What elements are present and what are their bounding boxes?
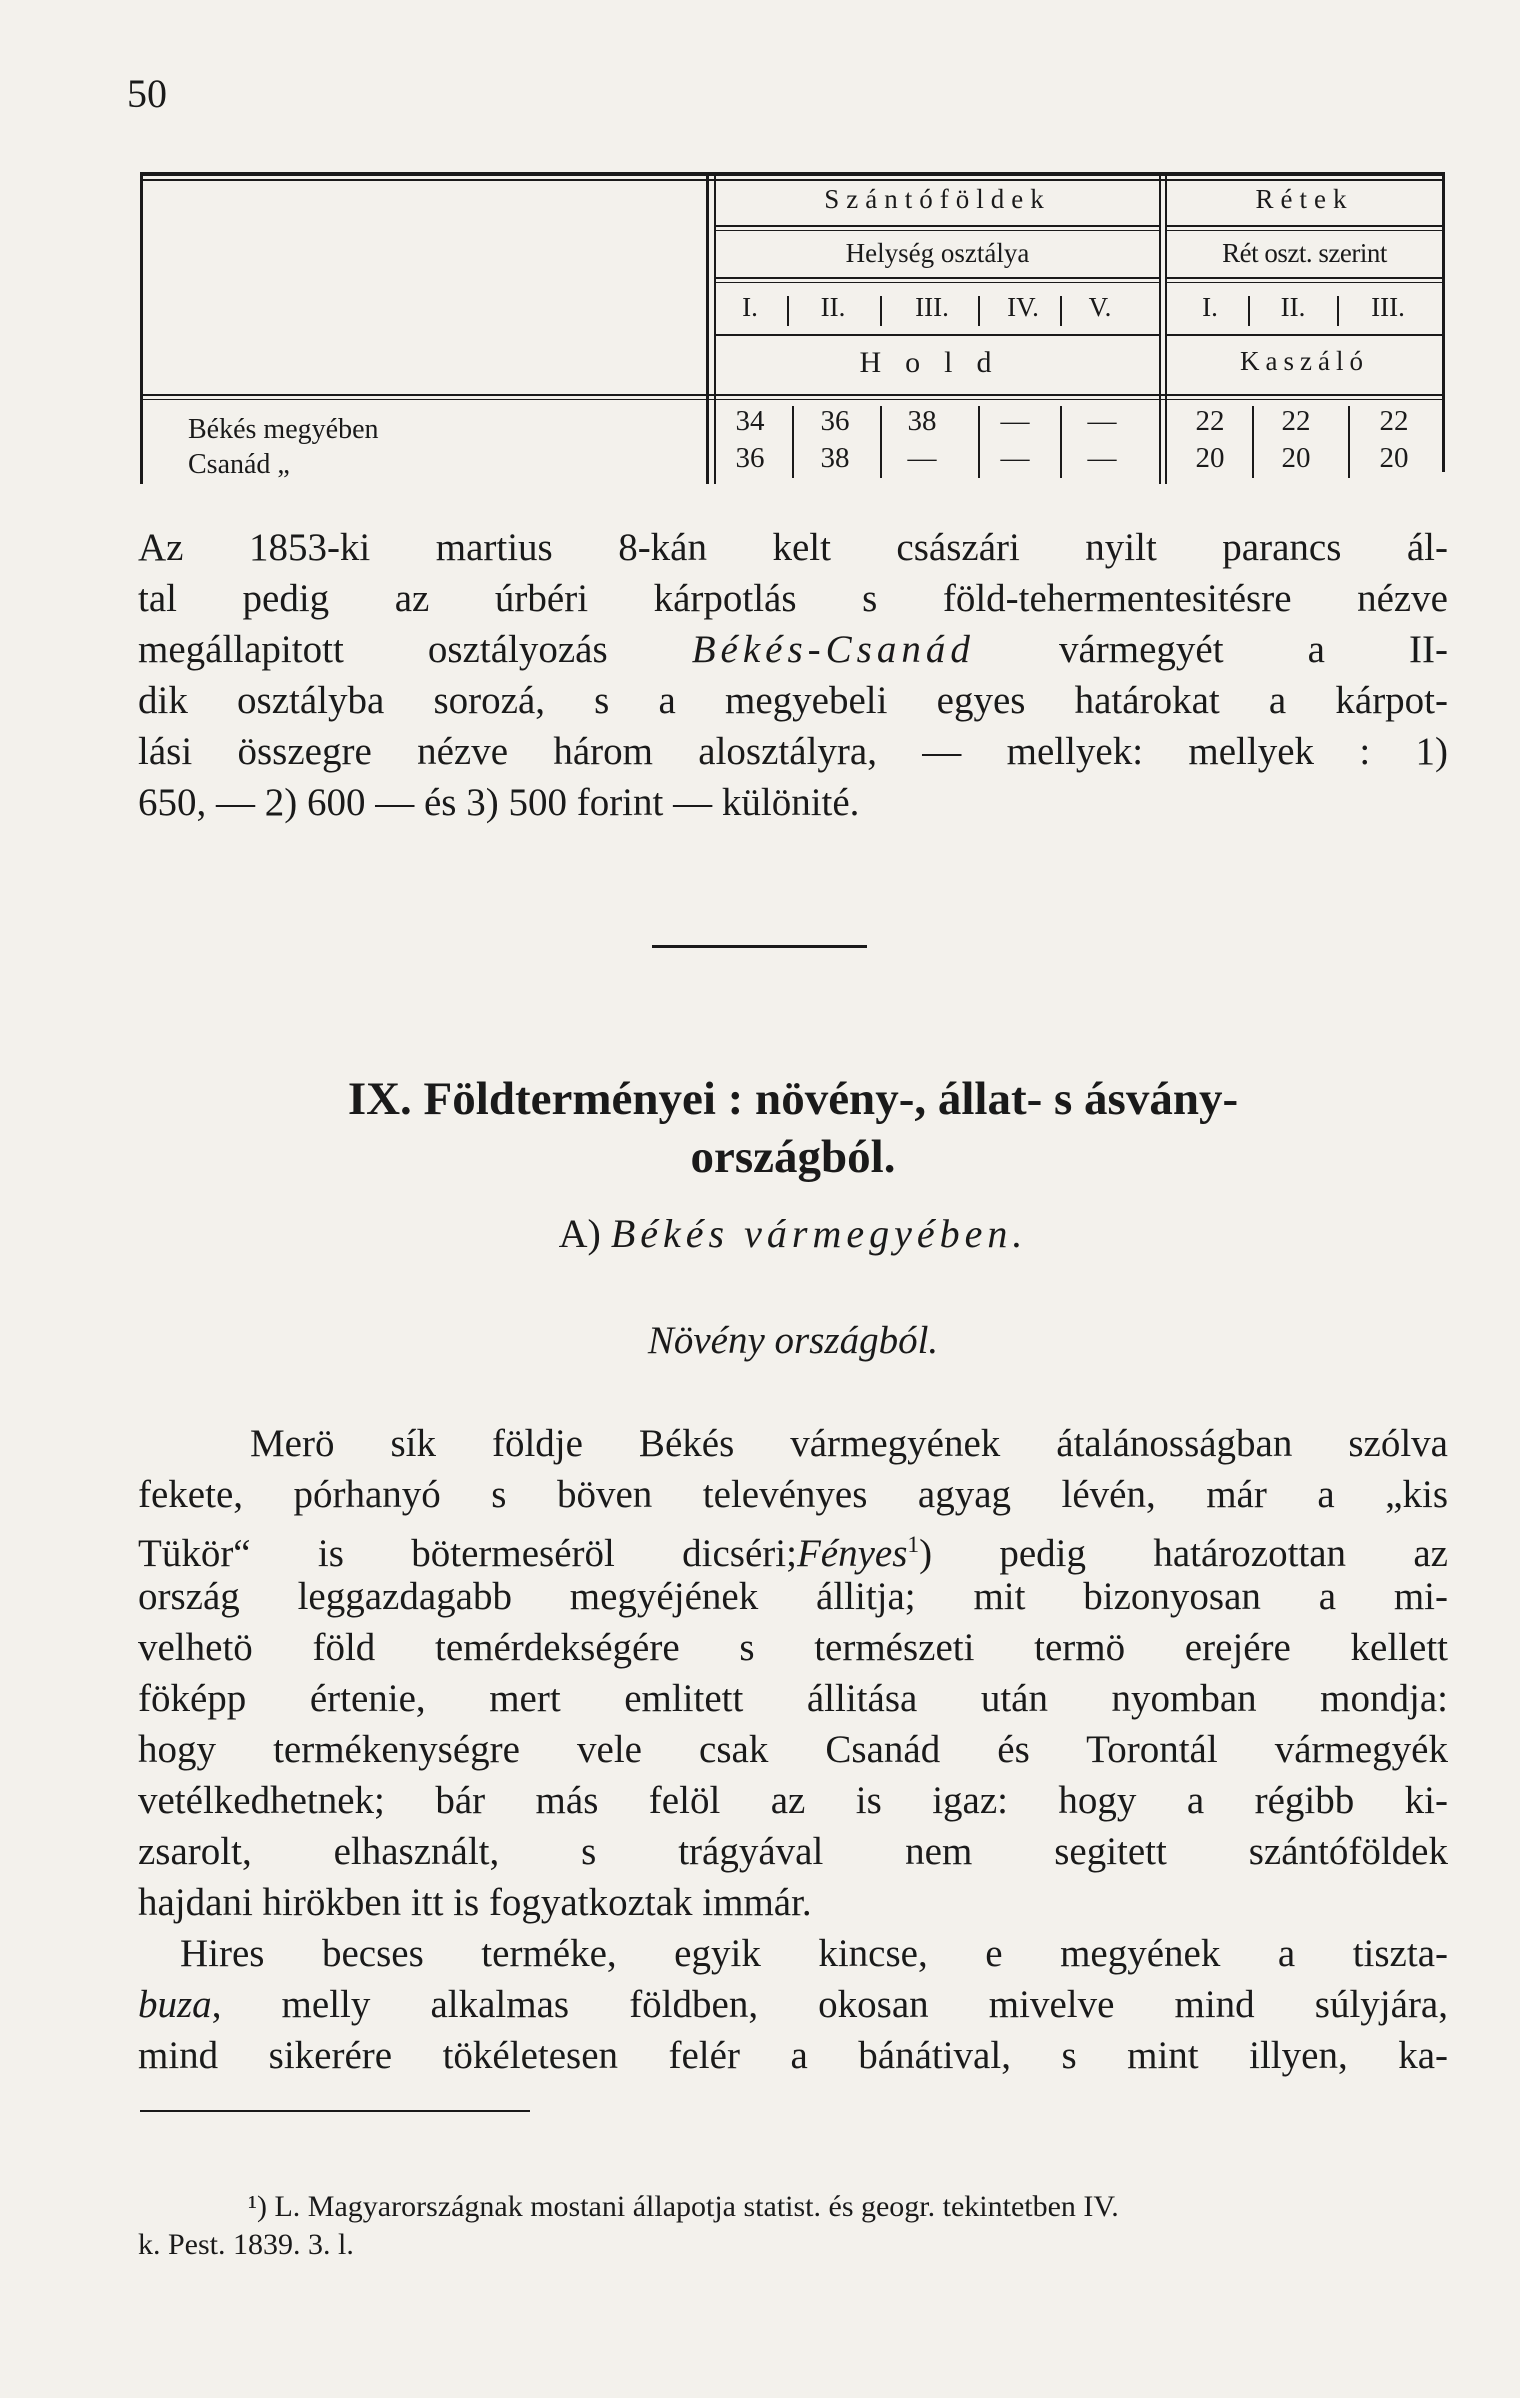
text-line: fekete, pórhanyó s böven televényes agyag lévén, már a „kis <box>138 1473 1448 1516</box>
table-top-rule <box>140 172 1445 176</box>
header-rule <box>716 230 1159 231</box>
col-sep <box>792 406 794 478</box>
header-rule <box>1167 230 1442 231</box>
col-sep <box>880 406 882 478</box>
header-retek: Rétek <box>1255 184 1354 214</box>
page-number: 50 <box>127 71 167 116</box>
table-cell: 38 <box>820 442 850 474</box>
col-sep <box>1060 406 1062 478</box>
col-sep <box>1252 406 1254 478</box>
subheading-name: Békés vármegyében. <box>610 1211 1028 1256</box>
table-cell: 22 <box>1281 405 1311 437</box>
text-line: ország leggazdagabb megyéjének állitja; mit bizonyosan a mi- <box>138 1575 1448 1618</box>
text-line: tal pedig az úrbéri kárpotlás s föld-tehermentesitésre nézve <box>138 577 1448 620</box>
text-line: buza, melly alkalmas földben, okosan mivelve mind súlyjára, <box>138 1983 1448 2026</box>
col-sep <box>978 406 980 478</box>
unit-kaszalo: Kaszáló <box>1240 346 1369 376</box>
class-III: III. <box>915 292 949 322</box>
table-col-divider <box>706 172 709 484</box>
table-cell: 38 <box>907 405 937 437</box>
col-sep <box>1348 406 1350 478</box>
header-szantofoldek: Szántóföldek <box>824 184 1051 214</box>
class-II: II. <box>820 292 846 322</box>
text-line: mind sikerére tökéletesen felér a bánátival, s mint illyen, ka- <box>138 2034 1448 2077</box>
text-line: 650, — 2) 600 — és 3) 500 forint — különité. <box>138 781 860 824</box>
table-group-divider <box>1165 172 1167 484</box>
table-cell: 36 <box>735 442 765 474</box>
table-right-border <box>1442 172 1445 472</box>
header-rule <box>1167 282 1442 283</box>
subheading-plant: Növény országból. <box>647 1319 939 1362</box>
table-left-border <box>140 172 143 484</box>
text-line: Az 1853-ki martius 8-kán kelt császári nyilt parancs ál- <box>138 526 1448 569</box>
text-line: hajdani hirökben itt is fogyatkoztak immár. <box>138 1881 812 1924</box>
text-line: velhetö föld temérdekségére s természeti termö erejére kellett <box>138 1626 1448 1669</box>
table-cell: 22 <box>1379 405 1409 437</box>
table-cell: 20 <box>1195 442 1225 474</box>
header-rule <box>1167 277 1442 279</box>
table-cell: — <box>1000 442 1030 474</box>
ret-class-I: I. <box>1202 292 1218 322</box>
header-rule <box>716 277 1159 279</box>
table-cell: — <box>1087 442 1117 474</box>
footnote <box>138 2188 1448 2264</box>
row-label-bekes: Békés megyében <box>188 414 379 445</box>
land-class-table <box>140 172 1445 484</box>
heading-line: IX. Földterményei : növény-, állat- s ásvány- <box>347 1073 1239 1125</box>
table-col-divider <box>714 172 716 484</box>
footnote-line: ¹) L. Magyarországnak mostani állapotja statist. és geogr. tekintetben IV. <box>248 2190 1119 2223</box>
text-line: Hires becses terméke, egyik kincse, e megyének a tiszta- <box>180 1932 1448 1975</box>
table-cell: 22 <box>1195 405 1225 437</box>
header-rule <box>1167 334 1442 336</box>
table-body-rule <box>140 399 1445 400</box>
col-sep <box>1337 296 1339 326</box>
section-divider <box>652 945 867 948</box>
text-line: lási összegre nézve három alosztályra, — mellyek: mellyek : 1) <box>138 730 1448 773</box>
county-name: Békés-Csanád <box>691 628 975 671</box>
paragraph-wheat <box>138 1928 1448 2081</box>
text-line: zsarolt, elhasznált, s trágyával nem segitett szántóföldek <box>138 1830 1448 1873</box>
author-name: Fényes <box>796 1532 908 1575</box>
header-rule <box>716 334 1159 336</box>
header-rule <box>1167 225 1442 227</box>
table-cell: — <box>907 442 937 474</box>
class-I: I. <box>742 292 758 322</box>
table-body-rule <box>140 394 1445 396</box>
ret-class-II: II. <box>1280 292 1306 322</box>
col-sep <box>978 296 980 326</box>
text-line: hogy termékenységre vele csak Csanád és Torontál vármegyék <box>138 1728 1448 1771</box>
col-sep <box>1248 296 1250 326</box>
header-rule <box>716 282 1159 283</box>
col-sep <box>787 296 789 326</box>
table-top-rule <box>140 179 1445 181</box>
table-cell: 34 <box>735 405 765 437</box>
text-line: megállapitott osztályozás Békés-Csanád vármegyét a II- <box>138 628 1448 671</box>
header-rule <box>716 225 1159 227</box>
col-sep <box>880 296 882 326</box>
class-IV: IV. <box>1007 292 1039 322</box>
table-cell: 20 <box>1379 442 1409 474</box>
paragraph-soil <box>138 1418 1448 1928</box>
text-line: Tükör“ is bötermeséröl dicséri;Fényes$^1$) pedig határozottan az <box>138 1532 1448 1575</box>
unit-hold: Hold <box>859 346 1016 379</box>
heading-line: országból. <box>690 1131 896 1183</box>
table-cell: 36 <box>820 405 850 437</box>
chapter-heading <box>138 1070 1448 1186</box>
subheading: A) Békés vármegyében. <box>558 1211 1028 1256</box>
table-group-divider <box>1159 172 1161 484</box>
crop-name: buza <box>138 1983 212 2026</box>
text-line: föképp értenie, mert emlitett állitása után nyomban mondja: <box>138 1677 1448 1720</box>
footnote-line: k. Pest. 1839. 3. l. <box>138 2228 354 2261</box>
header-helyseg: Helység osztálya <box>845 238 1030 268</box>
text-line: dik osztályba sorozá, s a megyebeli egyes határokat a kárpot- <box>138 679 1448 722</box>
class-V: V. <box>1088 292 1112 322</box>
paragraph-urberi <box>138 522 1448 828</box>
table-cell: 20 <box>1281 442 1311 474</box>
header-ret-oszt: Rét oszt. szerint <box>1222 238 1387 268</box>
text-line: Merö sík földje Békés vármegyének átalánosságban szólva <box>250 1422 1448 1465</box>
text-line: vetélkedhetnek; bár más felöl az is igaz: hogy a régibb ki- <box>138 1779 1448 1822</box>
footnote-rule <box>140 2110 530 2112</box>
table-cell: — <box>1087 405 1117 437</box>
footnote-ref: 1 <box>907 1532 920 1558</box>
table-cell: — <box>1000 405 1030 437</box>
ret-class-III: III. <box>1371 292 1405 322</box>
col-sep <box>1060 296 1062 326</box>
row-label-csanad: Csanád „ <box>188 449 290 480</box>
